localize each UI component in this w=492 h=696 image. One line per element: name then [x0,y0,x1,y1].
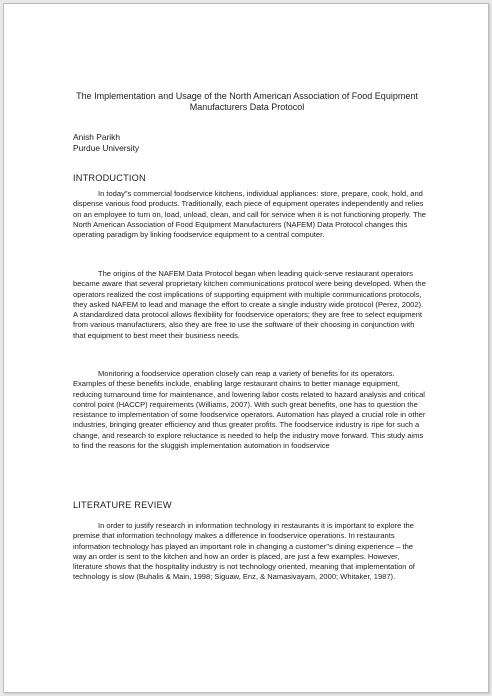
literature-paragraph-1: In order to justify research in information technology in restaurants it is important to explore the premise that information technology makes a difference in foodservice operations. In restaurants information technology has played an important role in changing a customer"s dining experience – the way an order is sent to the kitchen and how an order is placed, are just a few examples. However, literature shows that the hospitality industry is not technology oriented, meaning that implementation of technology is slow (Buhalis & Main, 1998; Siguaw, Enz, & Namasivayam, 2000; Whitaker, 1987). [73,521,415,582]
author-name: Anish Parikh [73,132,121,142]
author-block [73,132,139,154]
document-page [3,3,489,693]
intro-paragraph-3: Monitoring a foodservice operation closely can reap a variety of benefits for its operators. Examples of these benefits include, enabling large restaurant chains to better manage equipment, reducing turnaround time for maintenance, and lowering labor costs related to hazard analysis and critical control point (HACCP) requirements (Williams, 2007). With such great benefits, one has to question the resistance to implementation of some foodservice operators. Automation has played a crucial role in other industries, bringing greater efficiency and thus greater profits. The foodservice industry is ripe for such a change, and research to explore reluctance is needed to help the industry move forward. This study aims to find the reasons for the sluggish implementation automation in foodservice [73,369,426,451]
intro-paragraph-1: In today"s commercial foodservice kitchens, individual appliances: store, prepare, cook, hold, and dispense various food products. Traditionally, each piece of equipment operates independently and relies on an employee to turn on, load, unload, clean, and call for service when it is not functioning properly. The North American Association of Food Equipment Manufacturers (NAFEM) Data Protocol changes this operating paradigm by linking foodservice equipment to a central computer. [73,189,426,240]
author-affiliation: Purdue University [73,143,140,153]
section-heading-introduction: INTRODUCTION [73,173,146,183]
paper-title: The Implementation and Usage of the North American Association of Food Equipment Manufacturers Data Protocol [76,91,418,112]
intro-paragraph-2: The origins of the NAFEM Data Protocol began when leading quick-serve restaurant operators became aware that several proprietary kitchen communications protocol were being developed. When the operators realized the cost implications of supporting equipment with multiple communications protocols, they asked NAFEM to lead and manage the effort to create a single industry wide protocol (Perez, 2002). A standardized data protocol allows flexibility for foodservice operators; they are free to select equipment from various manufacturers, also they are free to use the software of their choosing in conjunction with that equipment to best meet their business needs. [73,269,426,340]
section-heading-literature-review: LITERATURE REVIEW [73,500,172,510]
